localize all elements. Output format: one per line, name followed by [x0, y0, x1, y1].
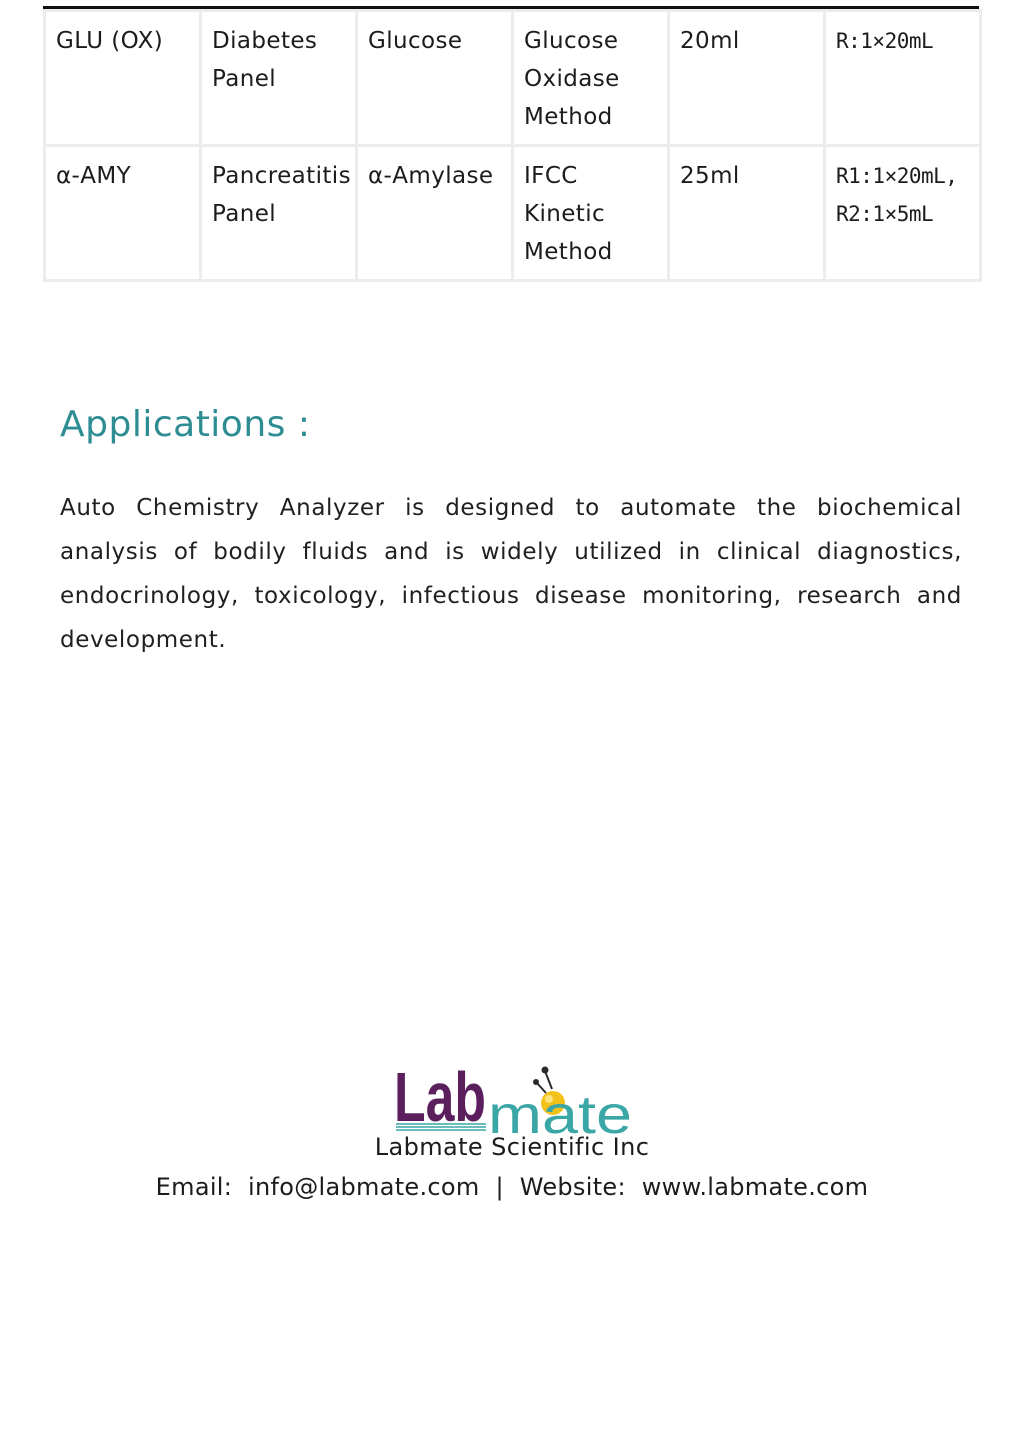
- table-cell-panel: Pancreatitis Panel: [201, 146, 357, 281]
- table-row: [45, 11, 981, 146]
- table-cell-test-code: α-AMY: [45, 146, 201, 281]
- table-cell-volume: 20ml: [669, 11, 825, 146]
- table-cell-volume: 25ml: [669, 146, 825, 281]
- table-cell-method: IFCC Kinetic Method: [513, 146, 669, 281]
- spec-table: [43, 9, 982, 282]
- logo-mate-text: mate: [488, 1085, 632, 1137]
- website-label: Website:: [519, 1173, 626, 1201]
- applications-heading: Applications :: [60, 404, 311, 445]
- table-cell-pack-size: R:1×20mL: [825, 11, 981, 146]
- contact-line: [0, 1173, 1024, 1201]
- logo-lab-text: Lab: [394, 1058, 486, 1136]
- email-label: Email:: [155, 1173, 233, 1201]
- table-cell-analyte: α-Amylase: [357, 146, 513, 281]
- table-cell-test-code: GLU (OX): [45, 11, 201, 146]
- email-link[interactable]: info@labmate.com: [248, 1173, 480, 1201]
- table-cell-pack-size: R1:1×20mL, R2:1×5mL: [825, 146, 981, 281]
- website-link[interactable]: www.labmate.com: [641, 1173, 869, 1201]
- contact-separator: |: [495, 1173, 504, 1201]
- table-cell-analyte: Glucose: [357, 11, 513, 146]
- spec-table-wrapper: [43, 6, 979, 282]
- table-cell-method: Glucose Oxidase Method: [513, 11, 669, 146]
- company-name: Labmate Scientific Inc: [374, 1133, 650, 1161]
- table-cell-panel: Diabetes Panel: [201, 11, 357, 146]
- applications-body: Auto Chemistry Analyzer is designed to automate the biochemical analysis of bodily fluids and is widely utilized in clinical diagnostics, endocrinology, toxicology, infectious disease monitoring, research and development.: [60, 495, 962, 653]
- table-row: [45, 146, 981, 281]
- labmate-logo: [390, 1055, 640, 1137]
